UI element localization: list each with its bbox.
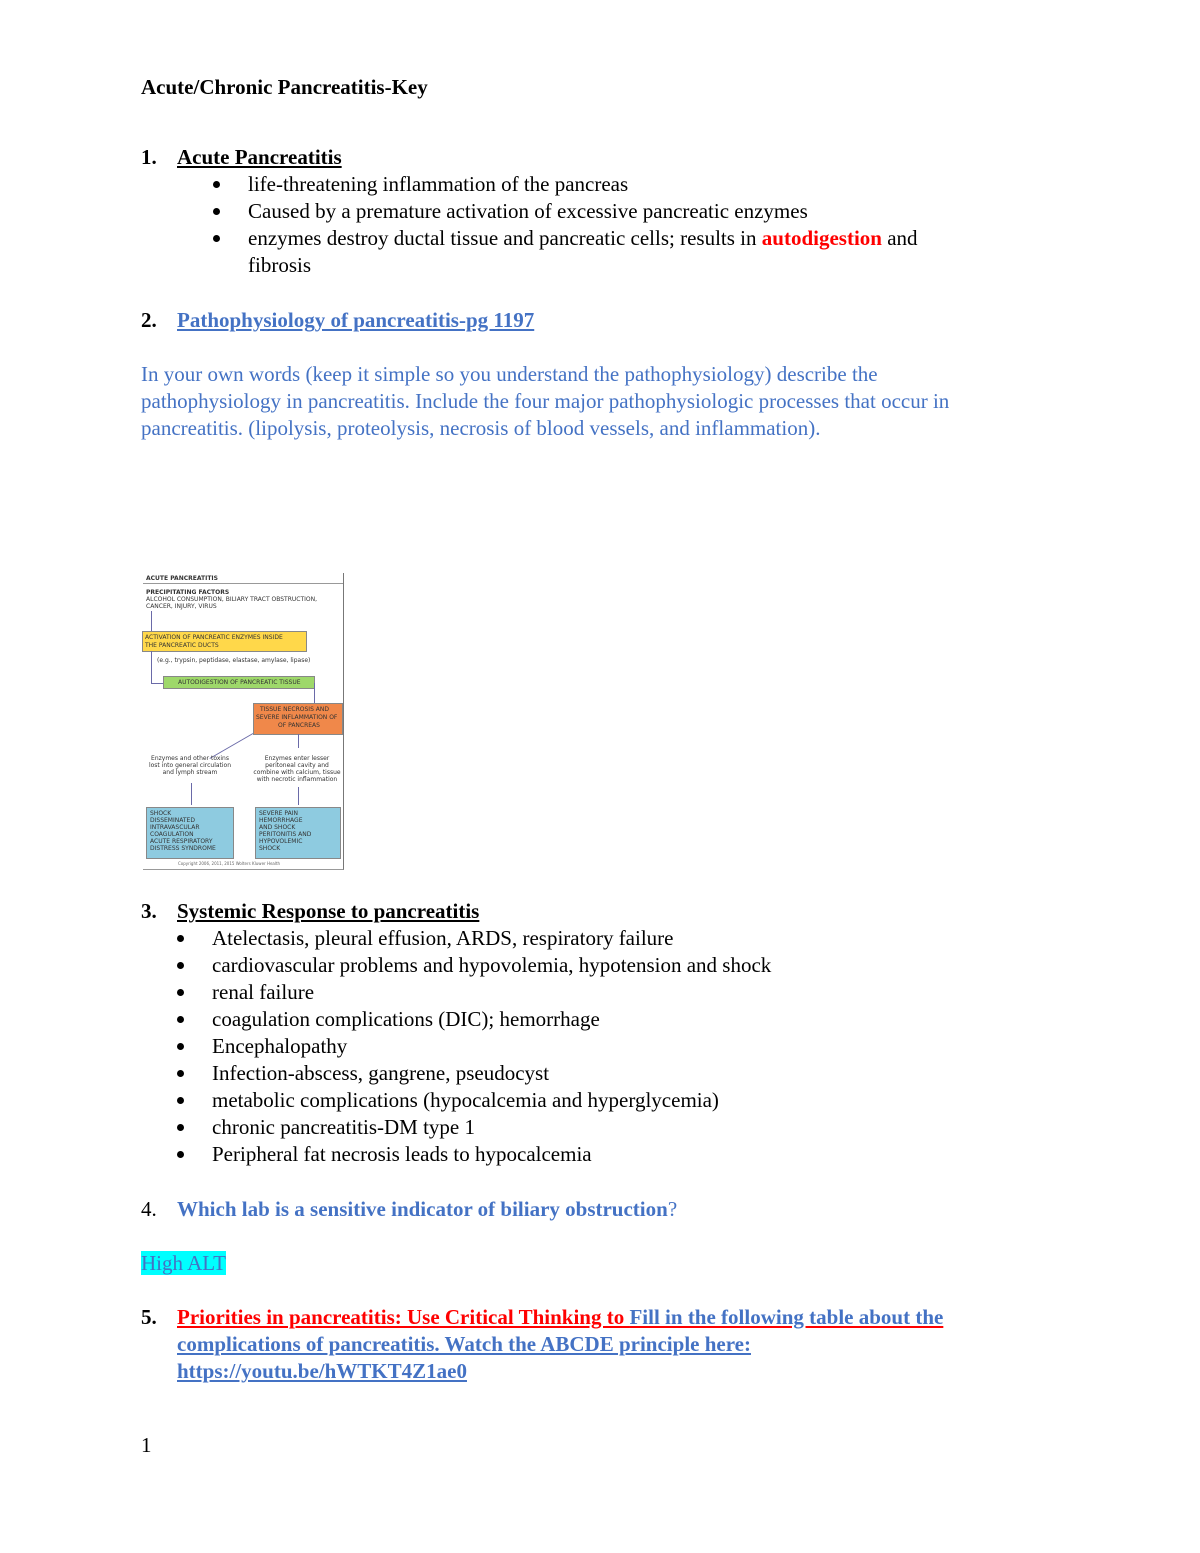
bullet-icon: [177, 989, 184, 996]
pathophysiology-flowchart: [143, 573, 344, 870]
bullet-icon: [213, 181, 220, 188]
systemic-effects-box: SHOCK DISSEMINATED INTRAVASCULAR COAGULATION ACUTE RESPIRATORY DISTRESS SYNDROME: [146, 807, 234, 859]
enzyme-activation-box: ACTIVATION OF PANCREATIC ENZYMES INSIDE THE PANCREATIC DUCTS: [142, 631, 307, 652]
section-4-question: Which lab is a sensitive indicator of biliary obstruction?: [177, 1197, 678, 1221]
list-item: Atelectasis, pleural effusion, ARDS, respiratory failure: [212, 925, 771, 952]
list-item: coagulation complications (DIC); hemorrhage: [212, 1006, 771, 1033]
enzymes-list: (e.g., trypsin, peptidase, elastase, amylase, lipase): [157, 657, 311, 664]
autodigestion-term: autodigestion: [761, 226, 882, 250]
list-item: Peripheral fat necrosis leads to hypocalcemia: [212, 1141, 771, 1168]
list-item: renal failure: [212, 979, 771, 1006]
bullet-icon: [177, 935, 184, 942]
precipitating-text-2: CANCER, INJURY, VIRUS: [146, 603, 217, 610]
section-2-number: 2.: [141, 308, 157, 332]
section-3-bullets: [212, 925, 771, 1168]
bullet-icon: [177, 1043, 184, 1050]
section-1-number: 1.: [141, 145, 157, 169]
bullet-icon: [177, 1097, 184, 1104]
bullet-icon: [177, 1016, 184, 1023]
page-number: 1: [141, 1433, 152, 1457]
list-item: Caused by a premature activation of excessive pancreatic enzymes: [248, 198, 918, 225]
section-5-line-2: complications of pancreatitis. Watch the ABCDE principle here:: [177, 1332, 751, 1356]
precipitating-title: PRECIPITATING FACTORS: [146, 589, 230, 596]
local-effects-box: SEVERE PAIN HEMORRHAGE AND SHOCK PERITONITIS AND HYPOVOLEMIC SHOCK: [255, 807, 341, 859]
figure-copyright: Copyright 2006, 2011, 2015 Wolters Kluwer Health: [178, 861, 281, 866]
section-2-paragraph: In your own words (keep it simple so you understand the pathophysiology) describe the pathophysiology in pancreatitis. Include the four major pathophysiologic processes that occur in pancreatitis. (lipolysis, proteolysis, necrosis of blood vessels, and inflammation).: [141, 362, 950, 440]
left-branch-text: Enzymes and other toxins lost into general circulation and lymph stream: [148, 755, 232, 776]
bullet-icon: [177, 1070, 184, 1077]
right-branch-text: Enzymes enter lesser peritoneal cavity and combine with calcium, tissue with necrotic inflammation: [253, 755, 341, 783]
bullet-icon: [177, 962, 184, 969]
list-item: chronic pancreatitis-DM type 1: [212, 1114, 771, 1141]
list-item: cardiovascular problems and hypovolemia, hypotension and shock: [212, 952, 771, 979]
bullet-icon: [177, 1151, 184, 1158]
section-4-answer: High ALT: [141, 1251, 226, 1275]
youtube-link[interactable]: https://youtu.be/hWTKT4Z1ae0: [177, 1359, 467, 1383]
list-item: Encephalopathy: [212, 1033, 771, 1060]
bullet-icon: [177, 1124, 184, 1131]
list-item: life-threatening inflammation of the pancreas: [248, 171, 918, 198]
bullet-icon: [213, 235, 220, 242]
section-3-heading: Systemic Response to pancreatitis: [177, 899, 480, 923]
section-5-heading: Priorities in pancreatitis: Use Critical Thinking to Fill in the following table about the: [177, 1305, 944, 1329]
figure-header: ACUTE PANCREATITIS: [146, 575, 218, 582]
necrosis-box: TISSUE NECROSIS AND SEVERE INFLAMMATION OF OF PANCREAS: [253, 703, 343, 735]
autodigestion-box: AUTODIGESTION OF PANCREATIC TISSUE: [163, 676, 315, 689]
section-4-number: 4.: [141, 1197, 157, 1221]
section-1-bullets: [248, 171, 918, 279]
list-item: metabolic complications (hypocalcemia and hyperglycemia): [212, 1087, 771, 1114]
list-item: Infection-abscess, gangrene, pseudocyst: [212, 1060, 771, 1087]
precipitating-text: ALCOHOL CONSUMPTION, BILIARY TRACT OBSTRUCTION,: [146, 596, 318, 603]
section-2-heading[interactable]: Pathophysiology of pancreatitis-pg 1197: [177, 308, 535, 332]
bullet-icon: [213, 208, 220, 215]
section-5-number: 5.: [141, 1305, 157, 1329]
page-title: Acute/Chronic Pancreatitis-Key: [141, 75, 428, 99]
section-1-heading: Acute Pancreatitis: [177, 145, 342, 169]
list-item: enzymes destroy ductal tissue and pancreatic cells; results in autodigestion and: [248, 225, 918, 252]
section-3-number: 3.: [141, 899, 157, 923]
list-item-continuation: fibrosis: [248, 253, 311, 277]
